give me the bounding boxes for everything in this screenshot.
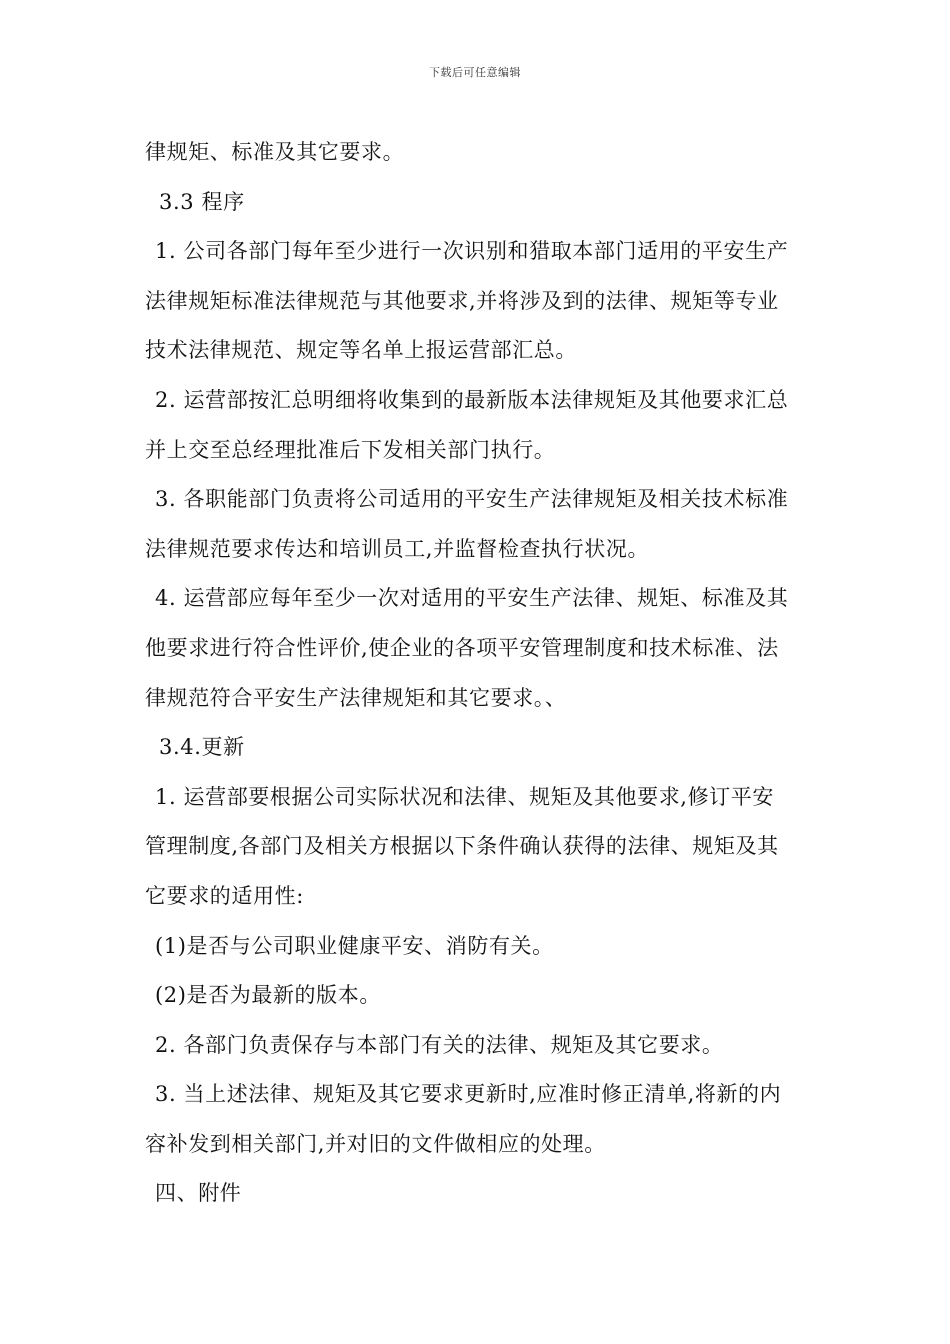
text-line: 技术法律规范、规定等名单上报运营部汇总。 — [145, 338, 577, 363]
list-item: 3. 当上述法律、规矩及其它要求更新时,应准时修正清单,将新的内 — [155, 1082, 782, 1107]
sub-list-item: (2)是否为最新的版本。 — [155, 983, 381, 1008]
text-line: 并上交至总经理批准后下发相关部门执行。 — [145, 437, 556, 462]
text-line: 容补发到相关部门,并对旧的文件做相应的处理。 — [145, 1131, 606, 1156]
text-line: 管理制度,各部门及相关方根据以下条件确认获得的法律、规矩及其 — [145, 834, 779, 859]
list-item: 1. 公司各部门每年至少进行一次识别和猎取本部门适用的平安生产 — [155, 239, 789, 264]
list-item: 4. 运营部应每年至少一次对适用的平安生产法律、规矩、标准及其 — [155, 586, 789, 611]
sub-list-item: (1)是否与公司职业健康平安、消防有关。 — [155, 933, 554, 958]
section-heading: 四、附件 — [155, 1181, 242, 1206]
section-heading: 3.3 程序 — [159, 189, 245, 214]
page-header: 下载后可任意编辑 — [429, 66, 521, 79]
text-line: 它要求的适用性: — [145, 883, 304, 908]
text-line: 法律规范要求传达和培训员工,并监督检查执行状况。 — [145, 536, 650, 561]
list-item: 3. 各职能部门负责将公司适用的平安生产法律规矩及相关技术标准 — [155, 487, 789, 512]
text-line: 他要求进行符合性评价,使企业的各项平安管理制度和技术标准、法 — [145, 635, 779, 660]
list-item: 2. 各部门负责保存与本部门有关的法律、规矩及其它要求。 — [155, 1032, 724, 1057]
section-heading: 3.4.更新 — [159, 735, 245, 760]
document-body — [145, 128, 810, 1219]
text-line: 法律规矩标准法律规范与其他要求,并将涉及到的法律、规矩等专业 — [145, 288, 779, 313]
list-item: 1. 运营部要根据公司实际状况和法律、规矩及其他要求,修订平安 — [155, 784, 774, 809]
text-line: 律规矩、标准及其它要求。 — [145, 140, 405, 164]
list-item: 2. 运营部按汇总明细将收集到的最新版本法律规矩及其他要求汇总 — [155, 387, 789, 412]
text-line: 律规范符合平安生产法律规矩和其它要求。、 — [145, 685, 567, 710]
